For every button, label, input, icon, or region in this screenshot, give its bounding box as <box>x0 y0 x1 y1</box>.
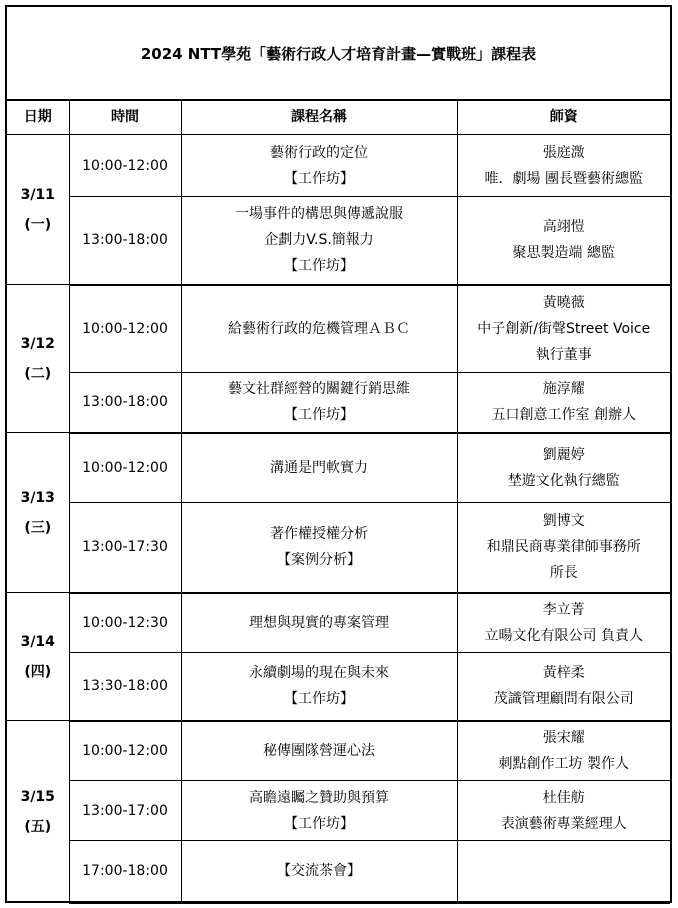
course-cell <box>181 653 457 721</box>
teacher-cell <box>457 841 670 903</box>
teacher-cell <box>457 197 670 285</box>
date-cell <box>7 285 69 433</box>
course-cell <box>181 285 457 373</box>
teacher-line: 李立菁 <box>542 601 585 618</box>
weekday-value: (四) <box>24 663 52 680</box>
table-row <box>7 721 670 781</box>
header-teacher: 師資 <box>457 100 670 135</box>
time-cell: 10:00-12:00 <box>69 721 181 781</box>
teacher-line: 劉麗婷 <box>542 446 585 463</box>
time-cell: 13:00-17:30 <box>69 503 181 593</box>
course-line: 【交流茶會】 <box>277 863 361 880</box>
table-row <box>7 433 670 503</box>
time-cell: 13:00-18:00 <box>69 197 181 285</box>
date-cell <box>7 593 69 721</box>
course-line: 給藝術行政的危機管理ＡＢＣ <box>228 320 410 337</box>
schedule-frame <box>5 5 672 903</box>
teacher-line: 刺點創作工坊 製作人 <box>498 755 629 772</box>
time-cell: 10:00-12:00 <box>69 135 181 197</box>
time-cell: 13:30-18:00 <box>69 653 181 721</box>
table-row <box>7 653 670 721</box>
course-line: 企劃力V.S.簡報力 <box>264 232 374 249</box>
table-row <box>7 781 670 841</box>
teacher-cell <box>457 285 670 373</box>
table-row <box>7 373 670 433</box>
table-row <box>7 197 670 285</box>
teacher-line: 立暘文化有限公司 負責人 <box>484 627 643 644</box>
header-row <box>7 100 670 135</box>
teacher-cell <box>457 135 670 197</box>
course-line: 永續劇場的現在與未來 <box>249 665 389 682</box>
teacher-cell <box>457 781 670 841</box>
course-line: 【工作坊】 <box>284 407 354 424</box>
time-cell: 10:00-12:00 <box>69 433 181 503</box>
teacher-line: 黃梓柔 <box>542 665 585 682</box>
course-cell <box>181 433 457 503</box>
time-cell: 10:00-12:30 <box>69 593 181 653</box>
schedule-title: 2024 NTT學苑「藝術行政人才培育計畫—實戰班」課程表 <box>7 7 670 101</box>
teacher-line: 唯．劇場 團長暨藝術總監 <box>484 170 643 187</box>
time-cell: 13:00-18:00 <box>69 373 181 433</box>
date-value: 3/13 <box>20 489 55 506</box>
time-cell: 17:00-18:00 <box>69 841 181 903</box>
teacher-cell <box>457 653 670 721</box>
table-row <box>7 593 670 653</box>
course-cell <box>181 503 457 593</box>
teacher-line: 劉博文 <box>542 513 585 530</box>
course-line: 【工作坊】 <box>284 815 354 832</box>
table-row <box>7 285 670 373</box>
weekday-value: (三) <box>24 519 52 536</box>
course-line: 藝文社群經營的關鍵行銷思維 <box>228 381 410 398</box>
date-value: 3/11 <box>20 186 55 203</box>
time-cell: 13:00-17:00 <box>69 781 181 841</box>
schedule-body <box>7 135 670 903</box>
course-line: 【案例分析】 <box>277 552 361 569</box>
teacher-line: 張宋耀 <box>542 729 585 746</box>
course-line: 溝通是門軟實力 <box>270 459 368 476</box>
teacher-cell <box>457 593 670 653</box>
teacher-line: 所長 <box>549 565 578 582</box>
teacher-cell <box>457 503 670 593</box>
teacher-line: 表演藝術專業經理人 <box>500 815 627 832</box>
course-cell <box>181 721 457 781</box>
date-cell <box>7 433 69 593</box>
teacher-line: 五口創意工作室 創辦人 <box>491 407 636 424</box>
course-cell <box>181 373 457 433</box>
course-line: 著作權授權分析 <box>270 526 368 543</box>
course-line: 高瞻遠矚之贊助與預算 <box>249 789 389 806</box>
course-line: 【工作坊】 <box>284 170 354 187</box>
header-date: 日期 <box>7 100 69 135</box>
course-line: 秘傳團隊營運心法 <box>263 742 375 759</box>
date-value: 3/12 <box>20 335 55 352</box>
teacher-line: 施淳耀 <box>542 381 585 398</box>
date-cell <box>7 135 69 285</box>
course-line: 理想與現實的專案管理 <box>249 614 389 631</box>
course-cell <box>181 841 457 903</box>
teacher-line: 和鼎民商專業律師事務所 <box>486 539 641 556</box>
teacher-line: 執行董事 <box>535 346 592 363</box>
teacher-line: 聚思製造端 總監 <box>512 245 615 262</box>
course-line: 【工作坊】 <box>284 691 354 708</box>
course-cell <box>181 197 457 285</box>
teacher-line: 杜佳舫 <box>542 789 585 806</box>
teacher-line: 埜遊文化執行總監 <box>507 472 620 489</box>
table-row <box>7 503 670 593</box>
teacher-cell <box>457 373 670 433</box>
weekday-value: (二) <box>24 365 52 382</box>
course-cell <box>181 781 457 841</box>
schedule-table <box>7 99 670 904</box>
teacher-line: 中子創新/街聲Street Voice <box>477 320 651 337</box>
teacher-cell <box>457 721 670 781</box>
course-cell <box>181 135 457 197</box>
header-course: 課程名稱 <box>181 100 457 135</box>
date-cell <box>7 721 69 903</box>
table-row <box>7 841 670 903</box>
teacher-line: 張庭溦 <box>542 144 585 161</box>
course-line: 【工作坊】 <box>284 258 354 275</box>
header-time: 時間 <box>69 100 181 135</box>
date-value: 3/14 <box>20 633 55 650</box>
table-row <box>7 135 670 197</box>
teacher-cell <box>457 433 670 503</box>
date-value: 3/15 <box>20 788 55 805</box>
weekday-value: (一) <box>24 216 52 233</box>
time-cell: 10:00-12:00 <box>69 285 181 373</box>
course-line: 藝術行政的定位 <box>270 144 368 161</box>
teacher-line: 黃曉薇 <box>542 294 585 311</box>
course-line: 一場事件的構思與傳遞說服 <box>235 206 403 223</box>
weekday-value: (五) <box>24 818 52 835</box>
course-cell <box>181 593 457 653</box>
teacher-line: 高翊愷 <box>542 219 585 236</box>
teacher-line: 茂識管理顧問有限公司 <box>493 691 634 708</box>
